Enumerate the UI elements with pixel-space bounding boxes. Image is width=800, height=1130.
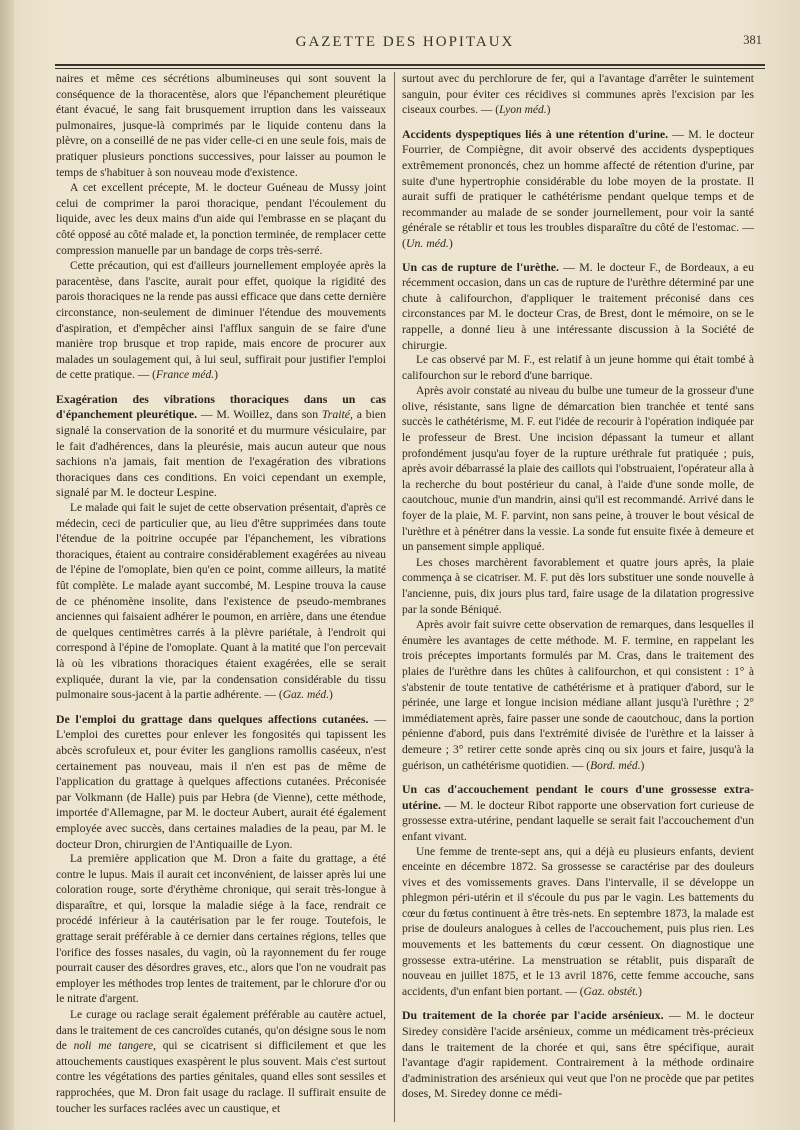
paragraph: Après avoir fait suivre cette observation de remarques, dans lesquelles il énumère les avantages de cette méthode. M. F. termine, en rappelant les trois préceptes importants formulés par M. Cras, dans le traitement des plaies de l'urèthre dans les chûtes à califourchon, et qui consistent : 1° à s'abstenir de toute tentative de cathétérisme et à pratiquer d'abord, sur le périnée, une large et longue incision médiane allant jusqu'à l'urèthre ; 2° immédiatement après, faire passer une sonde de caoutchouc, dans la portion pénienne d'abord, puis dans l'extrémité divisée de l'urèthre et la laisser à demeure ; 3° retirer cette sonde après cinq ou six jours et faire, jusqu'à la guérison, un cathétérisme quotidien. — (Bord. méd.) bbox=[402, 619, 754, 772]
source-citation: Lyon méd. bbox=[499, 104, 547, 117]
paragraph: Le cas observé par M. F., est relatif à un jeune homme qui était tombé à califourchon sur le rebord d'une barrique. bbox=[402, 354, 754, 382]
article-heading: Accidents dyspeptiques liés à une rétention d'urine. — M. le docteur Fourrier, de Compiègne, dit avoir observé des accidents dyspeptiques extrêmement prononcés, chez un homme affecté de rétention d'urine, par suite d'une hypertrophie considérable du lobe moyen de la prostate. Il aurait suffi de pratiquer le cathétérisme pendant quelque temps et de recommander au malade de se sonder journellement, pour voir la santé générale se rétablir et tous les troubles disparaître du côté de l'estomac. — (Un. méd.) bbox=[402, 126, 754, 250]
source-citation: Gaz. méd. bbox=[282, 689, 330, 702]
paragraph: La première application que M. Dron a faite du grattage, a été contre le lupus. Mais il aurait cet inconvénient, de laisser après lui une coloration rouge, sorte d'érythème chronique, qui serait très-longue à disparaître, et qui, lorsque la maladie siége à la face, rendrait ce procédé inférieur à la cautérisation par le fer rouge. Toutefois, le grattage serait préférable à ce dernier dans certaines régions, telles que l'orifice des fosses nasales, du vagin, où la rayonnement du fer rouge pourrait causer des désordres graves, etc., alors que l'on ne voudrait pas employer les méthodes trop lentes de traitement, par le chlorure d'or ou le nitrate d'argent. bbox=[56, 853, 386, 1006]
source-citation: France méd. bbox=[155, 369, 215, 382]
source-citation: Un. méd. bbox=[405, 235, 449, 250]
binding-shadow bbox=[0, 0, 14, 1130]
page-number: 381 bbox=[743, 33, 762, 47]
right-column bbox=[402, 72, 754, 1102]
source-citation: Bord. méd. bbox=[590, 759, 641, 772]
article-heading: De l'emploi du grattage dans quelques affections cutanées. — L'emploi des curettes pour enlever les fongosités qui tapissent les abcès scrofuleux et, pour éviter les ganglions ramollis caséeux, n'est certainement pas nouveau, mais il n'en est pas de même de l'application du grattage à quelques affections cutanées. Préconisée par Volkmann (de Halle) puis par Hebra (de Vienne), cette méthode, importée d'Allemagne, par M. le docteur Aubert, aurait été également employée avec succès, dans certaines maladies de la peau, par M. le docteur Dron, chirurgien de l'Antiquaille de Lyon. bbox=[56, 711, 387, 851]
paragraph: Après avoir constaté au niveau du bulbe une tumeur de la grosseur d'une olive, résistante, sans ligne de démarcation bien tranchée et tenté sans succès le cathétérisme, M. F. eut l'idée de recourir à l'opération indiquée par le professeur de Brest. Une incision dépassant la tumeur et allant profondément jusqu'au foyer de la rupture uréthrale fut pratiquée ; puis, après avoir débarrassé la plaie des caillots qui l'obstruaient, l'opérateur alla à la recherche du bout postérieur du canal, à l'aide d'une sonde molle, de caoutchouc, munie d'un mandrin, ainsi qu'il est recommandé. Arrivé dans le foyer de la plaie, M. F. parvint, non sans peine, à trouver le bout vésical de l'urèthre et à pénétrer dans la vessie. La sonde fut ensuite fixée à demeure et un pansement simple appliqué. bbox=[402, 385, 754, 554]
page-header bbox=[50, 34, 760, 64]
article-heading: Du traitement de la chorée par l'acide arsénieux. — M. le docteur Siredey considère l'acide arsénieux, comme un médicament très-précieux dans le traitement de la chorée et qui, sans être spécifique, aurait l'avantage d'agir rapidement. Contrairement à la méthode ordinaire d'administration des arsénieux qui veut que l'on ne procède que par petites doses, M. Siredey donne ce médi- bbox=[402, 1008, 755, 1101]
paragraph: A cet excellent précepte, M. le docteur Guéneau de Mussy joint celui de comprimer la paroi thoracique, pendant l'écoulement du liquide, avec les deux mains d'un aide qui l'embrasse en se plaçant du côté opposé au côté malade et, la ponction terminée, de remplacer cette compression manuelle par un bandage de corps très-serré. bbox=[56, 182, 386, 257]
header-rule bbox=[55, 64, 765, 66]
left-column bbox=[56, 72, 386, 1117]
column-separator bbox=[394, 72, 395, 1122]
paragraph: Une femme de trente-sept ans, qui a déjà eu plusieurs enfants, devient enceinte en décembre 1872. Sa grossesse se caractérise par des douleurs vives et des vomissements graves. Dans l'intervalle, il se développe un phlegmon péri-utérin et il s'écoule du pus par le vagin. Les battements du cœur du fœtus continuent à être très-nets. En septembre 1873, la malade est prise de douleurs analogues à celles de l'accouchement, puis plus rien. Les mouvements et les battements du cœur cessent. On diagnostique une grossesse extra-utérine. La menstruation se rétablit, puis disparaît de nouveau en juillet 1875, et le 13 avril 1876, cette femme accouche, sans accidents, d'un enfant bien portant. — (Gaz. obstét.) bbox=[402, 845, 754, 998]
paragraph: Le curage ou raclage serait également préférable au cautère actuel, dans le traitement de ces cancroïdes cutanés, qu'on désigne sous le nom de noli me tangere, qui se cicatrisent si difficilement et que les attouchements caustiques exaspèrent le plus souvent. Mais c'est surtout contre les végétations des parties génitales, quand elles sont sessiles et rapprochées, que M. Dron fait usage du raclage. Il suffirait ensuite de toucher les surfaces raclées avec un caustique, et bbox=[56, 1009, 386, 1115]
article-heading: Un cas d'accouchement pendant le cours d'une grossesse extra-utérine. — M. le docteur Ribot rapporte une observation fort curieuse de grossesse extra-utérine, pendant laquelle se serait fait l'accouchement d'un enfant vivant. bbox=[402, 782, 754, 843]
header-rule-thin bbox=[55, 68, 765, 69]
article-heading: Un cas de rupture de l'urèthe. — M. le docteur F., de Bordeaux, a eu récemment occasion, dans un cas de rupture de l'urèthre déterminé par une chute à califourchon, d'appliquer le traitement préconisé dans ces circonstances par M. le docteur Cras, de Brest, dont le mémoire, on se le rappelle, a donné lieu à une intéressante discussion à la Société de chirurgie. bbox=[402, 259, 754, 352]
paragraph: Cette précaution, qui est d'ailleurs journellement employée après la paracentèse, dans l'ascite, aurait pour effet, quoique la rigidité des parois thoraciques ne la rende pas aussi efficace que dans cette dernière circonstance, non-seulement de diminuer l'étendue des mouvements d'aspiration, et d'empêcher ainsi l'afflux sanguin de se faire d'une manière trop brusque et trop rapide, mais encore de procurer aux malades un soulagement qui, à lui seul, suffirait pour justifier l'emploi de cette pratique. — (France méd.) bbox=[56, 260, 386, 382]
source-citation: Gaz. obstét. bbox=[583, 985, 639, 998]
paragraph: Les choses marchèrent favorablement et quatre jours après, la plaie commença à se cicatriser. M. F. put dès lors substituer une sonde nouvelle à l'ancienne, puis, dix jours plus tard, faire usage de la dilatation progressive par la sonde Béniqué. bbox=[402, 556, 754, 616]
paragraph: Le malade qui fait le sujet de cette observation présentait, d'après ce médecin, ceci de particulier que, au lieu d'être supprimées dans toute l'étendue de la poitrine occupée par l'épanchement, les vibrations thoraciques, étaient au contraire considérablement exagérées au niveau de l'épine de l'omoplate, bien qu'en ce point, comme ailleurs, la matité fût complète. Le malade ayant succombé, M. Lespine trouva la cause de ce phénomène insolite, dans l'existence de pseudo-membranes anciennes qui faisaient adhérer le poumon, en arrière, dans une étendue de quelques centimètres carrés à la plèvre pariétale, à l'endroit qui correspond à l'épine de l'omoplate. Quant à la matité que l'on percevait là où les vibrations thoraciques étaient exagérées, elle se serait expliquée, durant la vie, par la condensation considérable du tissu pulmonaire sous-jacent à la partie adhérente. — (Gaz. méd.) bbox=[56, 502, 386, 702]
article-heading: Exagération des vibrations thoraciques dans un cas d'épanchement pleurétique. — M. Woillez, dans son Traité, a bien signalé la conservation de la sonorité et du murmure vésiculaire, par le fait d'adhérences, dans la pleurésie, mais aucun auteur que nous sachions n'a jamais, fait mention de l'exagération des vibrations thoraciques dans ces conditions. En voici cependant un exemple, signalé par M. le docteur Lespine. bbox=[56, 391, 387, 500]
journal-title: GAZETTE DES HOPITAUX bbox=[295, 34, 515, 50]
paragraph: naires et même ces sécrétions albumineuses qui sont souvent la conséquence de la thoracentèse, alors que l'épanchement pleurétique étant évacué, le sang fait brusquement irruption dans les vaisseaux pulmonaires, jusque-là comprimés par le liquide contenu dans la plèvre, on a conseillé de ne pas vider celle-ci en une seule fois, mais de pratiquer plusieurs ponctions successives, pour laisser au poumon le temps de s'habituer à son nouveau mode d'existence. bbox=[56, 73, 386, 179]
paragraph: surtout avec du perchlorure de fer, qui a l'avantage d'arrêter le suintement sanguin, pour éviter ces récidives si communes après l'excision par les ciseaux courbes. — (Lyon méd.) bbox=[402, 73, 754, 117]
